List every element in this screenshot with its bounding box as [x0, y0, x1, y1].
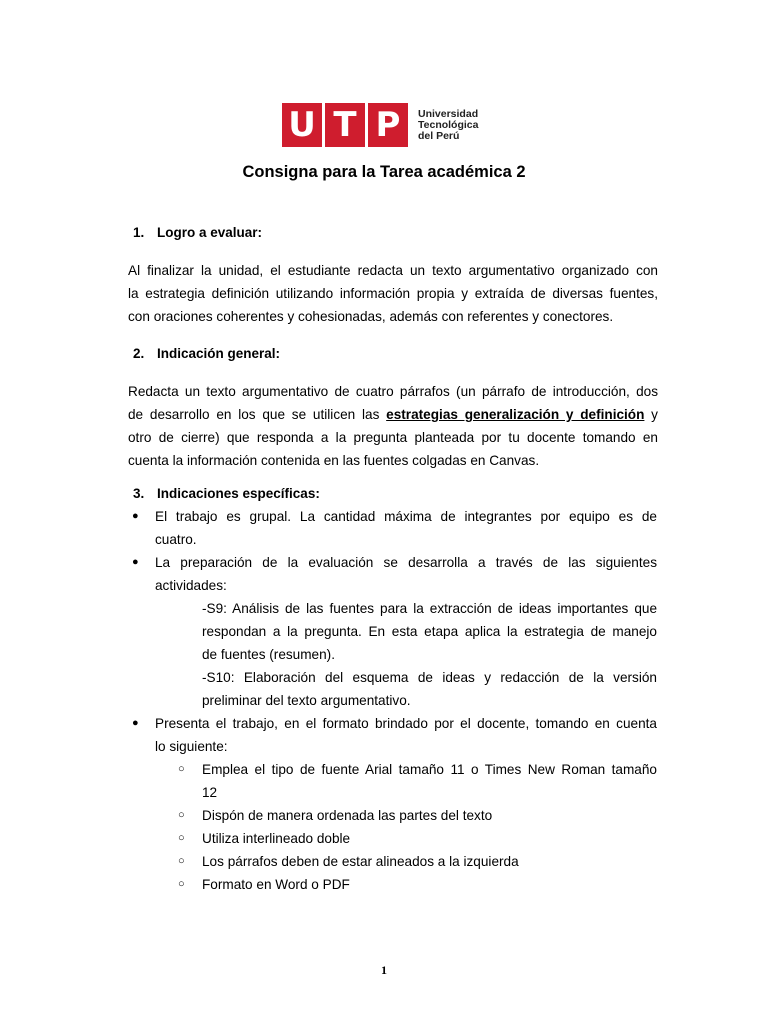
- circle-bullet-icon: ○: [178, 878, 185, 890]
- bullet-item: Presenta el trabajo, en el formato brindado por el docente, tomando en cuenta lo siguiente:: [155, 716, 657, 754]
- circle-bullet-icon: ○: [178, 809, 185, 821]
- circle-bullet-icon: ○: [178, 832, 185, 844]
- circle-bullet-icon: ○: [178, 763, 185, 775]
- sub-item: Dispón de manera ordenada las partes del texto: [202, 808, 493, 823]
- sub-item: Formato en Word o PDF: [202, 877, 350, 892]
- section-2-heading: 2. Indicación general:: [133, 346, 281, 361]
- sub-item: Emplea el tipo de fuente Arial tamaño 11 o Times New Roman tamaño 12: [202, 762, 657, 800]
- bullet-icon: ●: [132, 510, 139, 522]
- section-3-heading: 3. Indicaciones específicas:: [133, 486, 320, 501]
- bullet-icon: ●: [132, 556, 139, 568]
- bullet-item: La preparación de la evaluación se desarrolla a través de las siguientes actividades:: [155, 555, 657, 593]
- section-1-heading: 1. Logro a evaluar:: [133, 225, 263, 240]
- highlighted-strategies: estrategias generalización y definición: [386, 407, 645, 422]
- page-number: 1: [381, 963, 387, 977]
- logo-letter-t: T: [333, 105, 357, 145]
- logo-letter-p: P: [375, 105, 401, 145]
- logo-mark: [282, 103, 408, 147]
- document-title: Consigna para la Tarea académica 2: [242, 163, 526, 181]
- utp-logo: [282, 103, 478, 147]
- circle-bullet-icon: ○: [178, 855, 185, 867]
- logo-wordmark: Universidad Tecnológica del Perú: [418, 107, 479, 142]
- sub-item: Utiliza interlineado doble: [202, 831, 351, 846]
- logo-letter-u: U: [288, 105, 316, 145]
- activities-block: -S9: Análisis de las fuentes para la extracción de ideas importantes que respondan a la pregunta. En esta etapa aplica la estrategia de manejo de fuentes (resumen). -S10: Elaboración del esquema de ideas y redacción de la versión preliminar del texto argumentativo.: [202, 601, 657, 708]
- sub-item: Los párrafos deben de estar alineados a la izquierda: [202, 854, 519, 869]
- section-1-paragraph: Al finalizar la unidad, el estudiante redacta un texto argumentativo organizado con la estrategia definición utilizando información propia y extraída de diversas fuentes, con oraciones coherentes y cohesionadas, además con referentes y conectores.: [128, 263, 658, 324]
- bullet-icon: ●: [132, 717, 139, 729]
- section-2-paragraph: Redacta un texto argumentativo de cuatro párrafos (un párrafo de introducción, dos de desarrollo en los que se utilicen las estrategias generalización y definición y otro de cierre) que responda a la pregunta planteada por tu docente tomando en cuenta la información contenida en las fuentes colgadas en Canvas.: [128, 384, 658, 468]
- bullet-item: El trabajo es grupal. La cantidad máxima de integrantes por equipo es de cuatro.: [155, 509, 657, 547]
